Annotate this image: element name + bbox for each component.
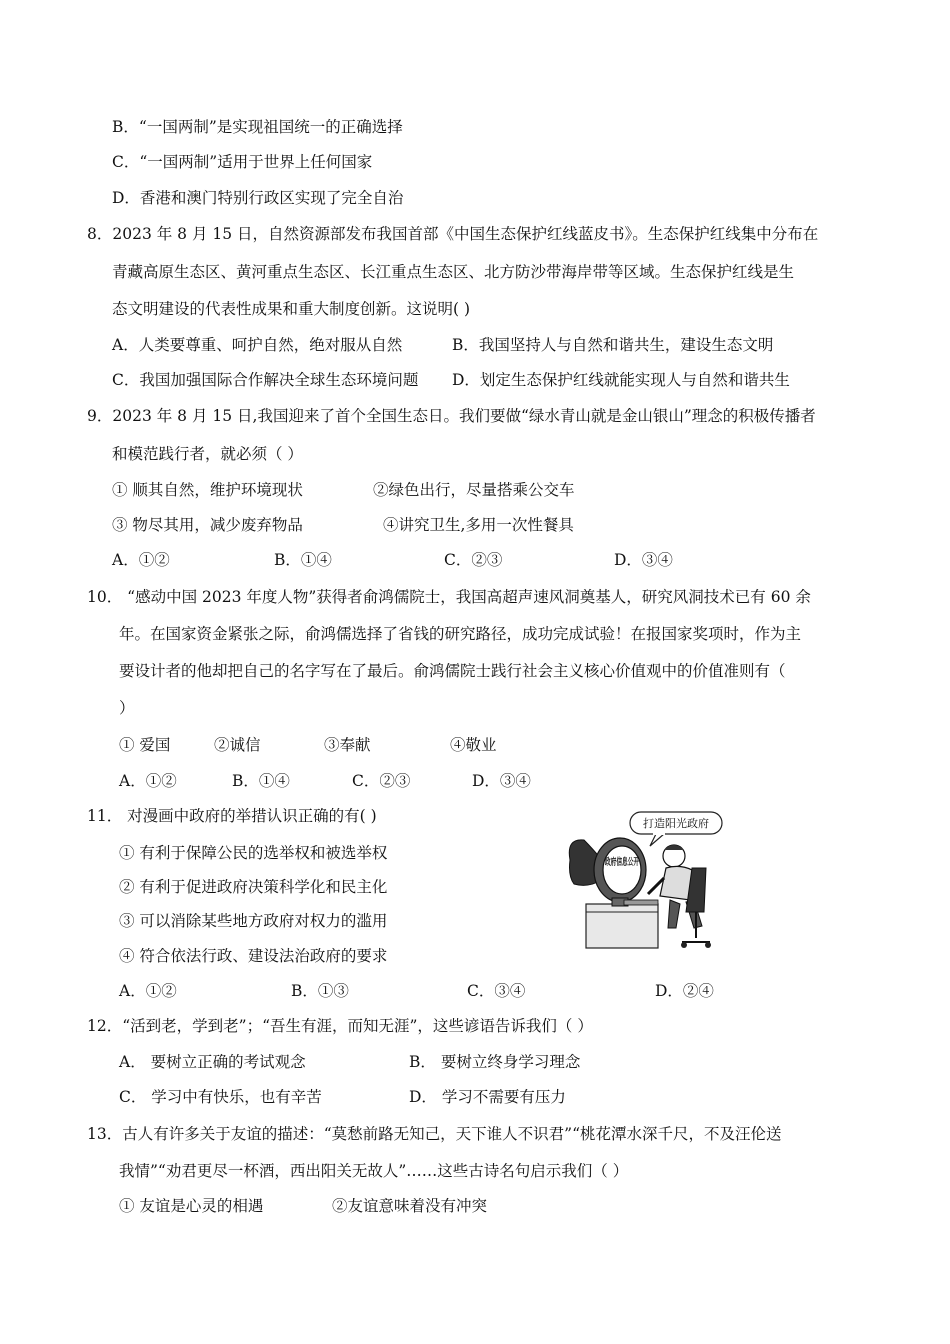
q11-option-c: C．③④ (467, 982, 526, 1000)
q8-option-c: C．我国加强国际合作解决全球生态环境问题 (112, 371, 419, 389)
q9-option-d: D．③④ (614, 551, 673, 569)
q12-option-c: C． 学习中有快乐，也有辛苦 (119, 1088, 322, 1106)
q7-option-c: C．“一国两制”适用于世界上任何国家 (112, 153, 373, 171)
cartoon-bubble-text: 打造阳光政府 (643, 817, 709, 830)
q13-stem-line2: 我情”“劝君更尽一杯酒，西出阳关无故人”……这些古诗名句启示我们（ ） (119, 1162, 629, 1180)
q10-stem-line3: 要设计者的他却把自己的名字写在了最后。俞鸿儒院士践行社会主义核心价值观中的价值准则有（ (119, 662, 786, 680)
q13-statement-2: ②友谊意味着没有冲突 (332, 1197, 488, 1215)
q13-stem-line1: 13．古人有许多关于友谊的描述：“莫愁前路无知己，天下谁人不识君”“桃花潭水深千尺，不及汪伦送 (87, 1125, 782, 1143)
q10-option-c: C．②③ (352, 772, 411, 790)
q11-statement-1: ① 有利于保障公民的选举权和被选举权 (119, 844, 388, 862)
q11-stem: 11． 对漫画中政府的举措认识正确的有( ) (87, 807, 377, 825)
q9-stem-line1: 9．2023 年 8 月 15 日,我国迎来了首个全国生态日。我们要做“绿水青山就是金山银山”理念的积极传播者 (87, 407, 816, 425)
q12-option-a: A． 要树立正确的考试观念 (119, 1053, 306, 1071)
q9-statement-1: ① 顺其自然，维护环境现状 (112, 481, 303, 499)
q9-option-b: B．①④ (274, 551, 332, 569)
q10-option-d: D．③④ (472, 772, 531, 790)
q10-statement-1: ① 爱国 (119, 736, 171, 754)
q9-statement-4: ④讲究卫生,多用一次性餐具 (383, 516, 574, 534)
q12-option-d: D． 学习不需要有压力 (409, 1088, 566, 1106)
q8-option-b: B．我国坚持人与自然和谐共生，建设生态文明 (452, 336, 774, 354)
q10-statement-3: ③奉献 (324, 736, 371, 754)
q11-statement-4: ④ 符合依法行政、建设法治政府的要求 (119, 947, 388, 965)
q12-stem: 12．“活到老，学到老”；“吾生有涯，而知无涯”，这些谚语告诉我们（ ） (87, 1017, 593, 1035)
q9-statement-2: ②绿色出行，尽量搭乘公交车 (373, 481, 575, 499)
q10-option-a: A．①② (119, 772, 177, 790)
q8-stem-line1: 8．2023 年 8 月 15 日，自然资源部发布我国首部《中国生态保护红线蓝皮书》。生态保护红线集中分布在 (87, 225, 819, 243)
q8-stem-line2: 青藏高原生态区、黄河重点生态区、长江重点生态区、北方防沙带海岸带等区域。生态保护红线是生 (112, 263, 795, 281)
q10-stem-line4: ） (119, 699, 135, 717)
q10-stem-line2: 年。在国家资金紧张之际，俞鸿儒选择了省钱的研究路径，成功完成试验！在报国家奖项时，作为主 (119, 625, 802, 643)
cartoon-screen-text: 政府信息公开 (605, 857, 662, 868)
q11-option-a: A．①② (119, 982, 177, 1000)
q10-statement-2: ②诚信 (214, 736, 261, 754)
q9-option-a: A．①② (112, 551, 170, 569)
q9-option-c: C．②③ (444, 551, 503, 569)
q10-stem-line1: 10． “感动中国 2023 年度人物”获得者俞鸿儒院士，我国高超声速风洞奠基人，研究风洞技术已有 60 余 (87, 588, 811, 606)
q12-option-b: B． 要树立终身学习理念 (409, 1053, 581, 1071)
government-transparency-cartoon (568, 808, 728, 954)
q9-statement-3: ③ 物尽其用，减少废弃物品 (112, 516, 303, 534)
q11-statement-2: ② 有利于促进政府决策科学化和民主化 (119, 878, 388, 896)
q8-option-d: D．划定生态保护红线就能实现人与自然和谐共生 (452, 371, 790, 389)
q11-option-d: D．②④ (655, 982, 714, 1000)
q7-option-d: D．香港和澳门特别行政区实现了完全自治 (112, 189, 404, 207)
q11-option-b: B．①③ (291, 982, 349, 1000)
q11-statement-3: ③ 可以消除某些地方政府对权力的滥用 (119, 912, 388, 930)
q10-option-b: B．①④ (232, 772, 290, 790)
q10-statement-4: ④敬业 (450, 736, 497, 754)
q8-option-a: A．人类要尊重、呵护自然，绝对服从自然 (112, 336, 403, 354)
q8-stem-line3: 态文明建设的代表性成果和重大制度创新。这说明( ) (112, 300, 471, 318)
q7-option-b: B．“一国两制”是实现祖国统一的正确选择 (112, 118, 403, 136)
q13-statement-1: ① 友谊是心灵的相遇 (119, 1197, 264, 1215)
q9-stem-line2: 和模范践行者，就必须（ ） (112, 445, 303, 463)
